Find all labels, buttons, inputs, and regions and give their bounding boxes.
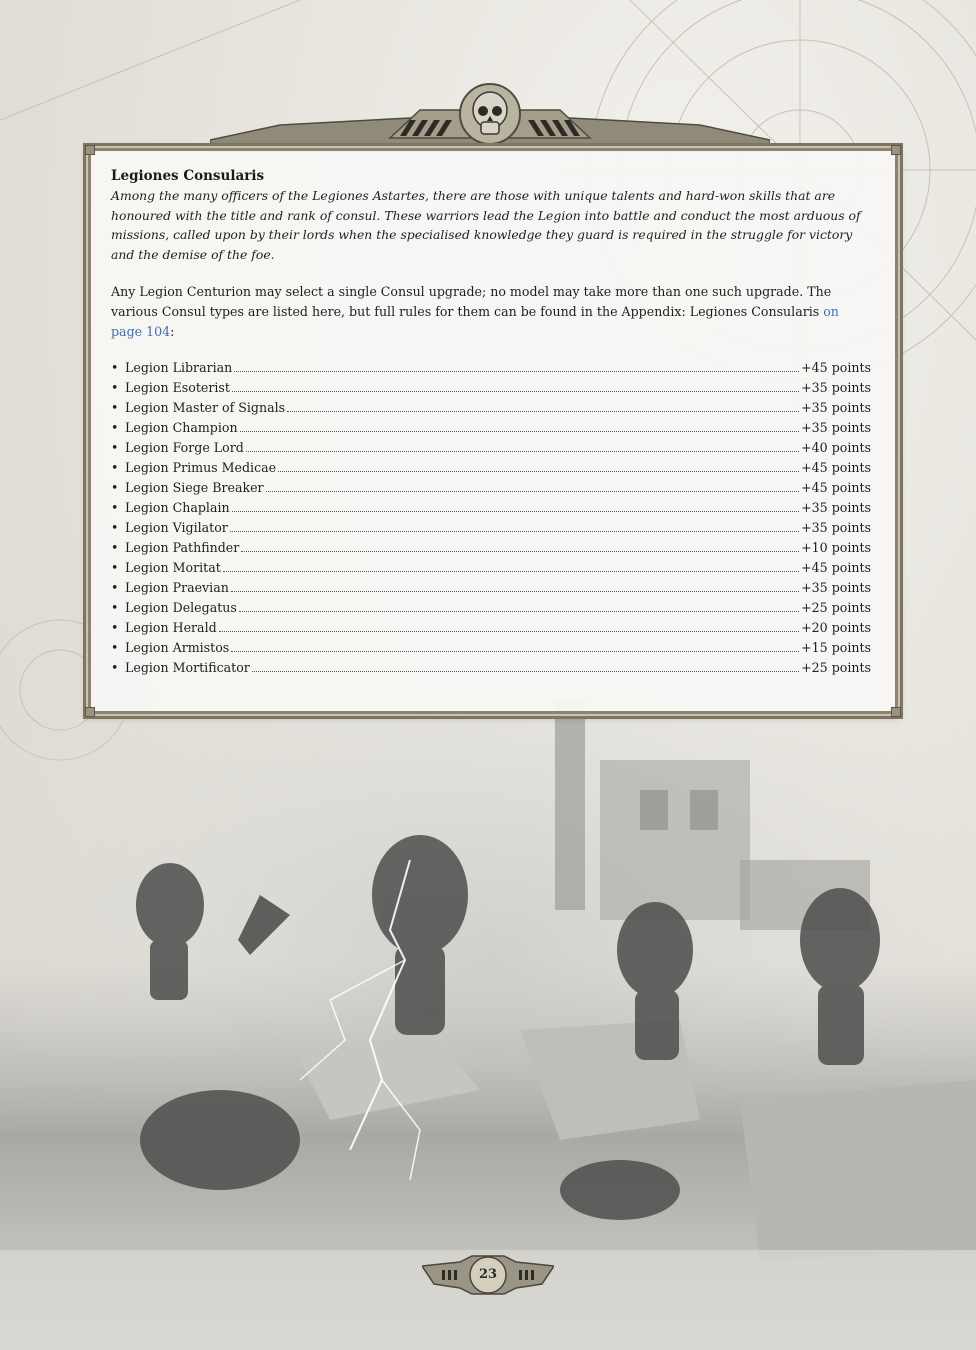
bullet: •: [111, 420, 119, 435]
dot-leader: [278, 470, 799, 472]
bullet: •: [111, 480, 119, 495]
upgrade-item: [111, 660, 871, 680]
bullet: •: [111, 640, 119, 655]
dot-leader: [252, 670, 799, 672]
upgrade-item: [111, 640, 871, 660]
upgrade-item: [111, 580, 871, 600]
upgrade-name: Legion Delegatus: [125, 600, 237, 615]
bullet: •: [111, 500, 119, 515]
upgrade-item: [111, 600, 871, 620]
bullet: •: [111, 460, 119, 475]
upgrade-name: Legion Praevian: [125, 580, 229, 595]
upgrade-points: +35 points: [801, 400, 871, 415]
upgrade-points: +35 points: [801, 500, 871, 515]
bullet: •: [111, 620, 119, 635]
dot-leader: [223, 570, 799, 572]
upgrade-name: Legion Pathfinder: [125, 540, 240, 555]
bullet: •: [111, 660, 119, 675]
upgrade-name: Legion Moritat: [125, 560, 221, 575]
bullet: •: [111, 560, 119, 575]
bullet: •: [111, 520, 119, 535]
upgrade-item: [111, 460, 871, 480]
upgrade-item: [111, 360, 871, 380]
upgrade-points: +45 points: [801, 480, 871, 495]
upgrade-item: [111, 480, 871, 500]
dot-leader: [241, 550, 799, 552]
bullet: •: [111, 600, 119, 615]
upgrade-name: Legion Herald: [125, 620, 217, 635]
upgrade-name: Legion Forge Lord: [125, 440, 244, 455]
upgrade-item: [111, 400, 871, 420]
upgrade-name: Legion Librarian: [125, 360, 233, 375]
bullet: •: [111, 400, 119, 415]
dot-leader: [232, 510, 800, 512]
body-paragraph: [111, 282, 871, 342]
upgrade-item: [111, 500, 871, 520]
bullet: •: [111, 440, 119, 455]
rivet-bottom-left: [85, 707, 95, 717]
upgrade-item: [111, 560, 871, 580]
upgrade-points: +25 points: [801, 600, 871, 615]
upgrade-points: +10 points: [801, 540, 871, 555]
dot-leader: [230, 530, 799, 532]
upgrade-points: +35 points: [801, 420, 871, 435]
page-reference-link[interactable]: on page 104: [111, 304, 839, 339]
upgrade-item: [111, 620, 871, 640]
upgrade-name: Legion Chaplain: [125, 500, 230, 515]
rivet-bottom-right: [891, 707, 901, 717]
upgrade-item: [111, 520, 871, 540]
upgrade-name: Legion Mortificator: [125, 660, 250, 675]
dot-leader: [266, 490, 800, 492]
dot-leader: [219, 630, 799, 632]
upgrade-points: +35 points: [801, 520, 871, 535]
upgrade-points: +35 points: [801, 380, 871, 395]
upgrade-points: +45 points: [801, 360, 871, 375]
rivet-top-left: [85, 145, 95, 155]
rivet-top-right: [891, 145, 901, 155]
intro-text: Among the many officers of the Legiones Astartes, there are those with unique talents and hard-won skills that are honoured with the title and rank of consul. These warriors lead the Legion into battle and conduct the most arduous of missions, called upon by their lords when the specialised knowledge they guard is required in the struggle for victory and the demise of the foe.: [111, 188, 861, 262]
upgrade-name: Legion Champion: [125, 420, 238, 435]
bullet: •: [111, 540, 119, 555]
upgrade-points: +20 points: [801, 620, 871, 635]
dot-leader: [231, 650, 799, 652]
upgrade-points: +40 points: [801, 440, 871, 455]
dot-leader: [240, 430, 800, 432]
upgrade-item: [111, 420, 871, 440]
upgrade-name: Legion Vigilator: [125, 520, 228, 535]
upgrade-points: +45 points: [801, 560, 871, 575]
bullet: •: [111, 580, 119, 595]
rules-panel: [88, 148, 898, 714]
upgrade-item: [111, 540, 871, 560]
dot-leader: [287, 410, 799, 412]
upgrade-item: [111, 440, 871, 460]
dot-leader: [246, 450, 799, 452]
bullet: •: [111, 360, 119, 375]
dot-leader: [239, 610, 799, 612]
dot-leader: [231, 590, 799, 592]
upgrade-name: Legion Armistos: [125, 640, 230, 655]
body-text: Any Legion Centurion may select a single Consul upgrade; no model may take more than one such upgrade. The various Consul types are listed here, but full rules for them can be found in the Appendix: Legiones Consularis: [111, 284, 832, 319]
upgrade-name: Legion Esoterist: [125, 380, 230, 395]
upgrade-points: +35 points: [801, 580, 871, 595]
upgrade-points: +25 points: [801, 660, 871, 675]
dot-leader: [232, 390, 799, 392]
header-skull-emblem: [210, 80, 770, 152]
section-heading: Legiones Consularis: [111, 168, 265, 184]
page-number-plate: [422, 1252, 554, 1298]
upgrade-name: Legion Siege Breaker: [125, 480, 264, 495]
dot-leader: [234, 370, 799, 372]
upgrade-points: +45 points: [801, 460, 871, 475]
body-text-end: :: [170, 324, 175, 339]
consul-upgrade-list: [111, 360, 871, 680]
upgrade-name: Legion Primus Medicae: [125, 460, 277, 475]
upgrade-name: Legion Master of Signals: [125, 400, 286, 415]
page-number: 23: [478, 1267, 498, 1282]
panel-content: [111, 167, 871, 680]
upgrade-points: +15 points: [801, 640, 871, 655]
bullet: •: [111, 380, 119, 395]
upgrade-item: [111, 380, 871, 400]
